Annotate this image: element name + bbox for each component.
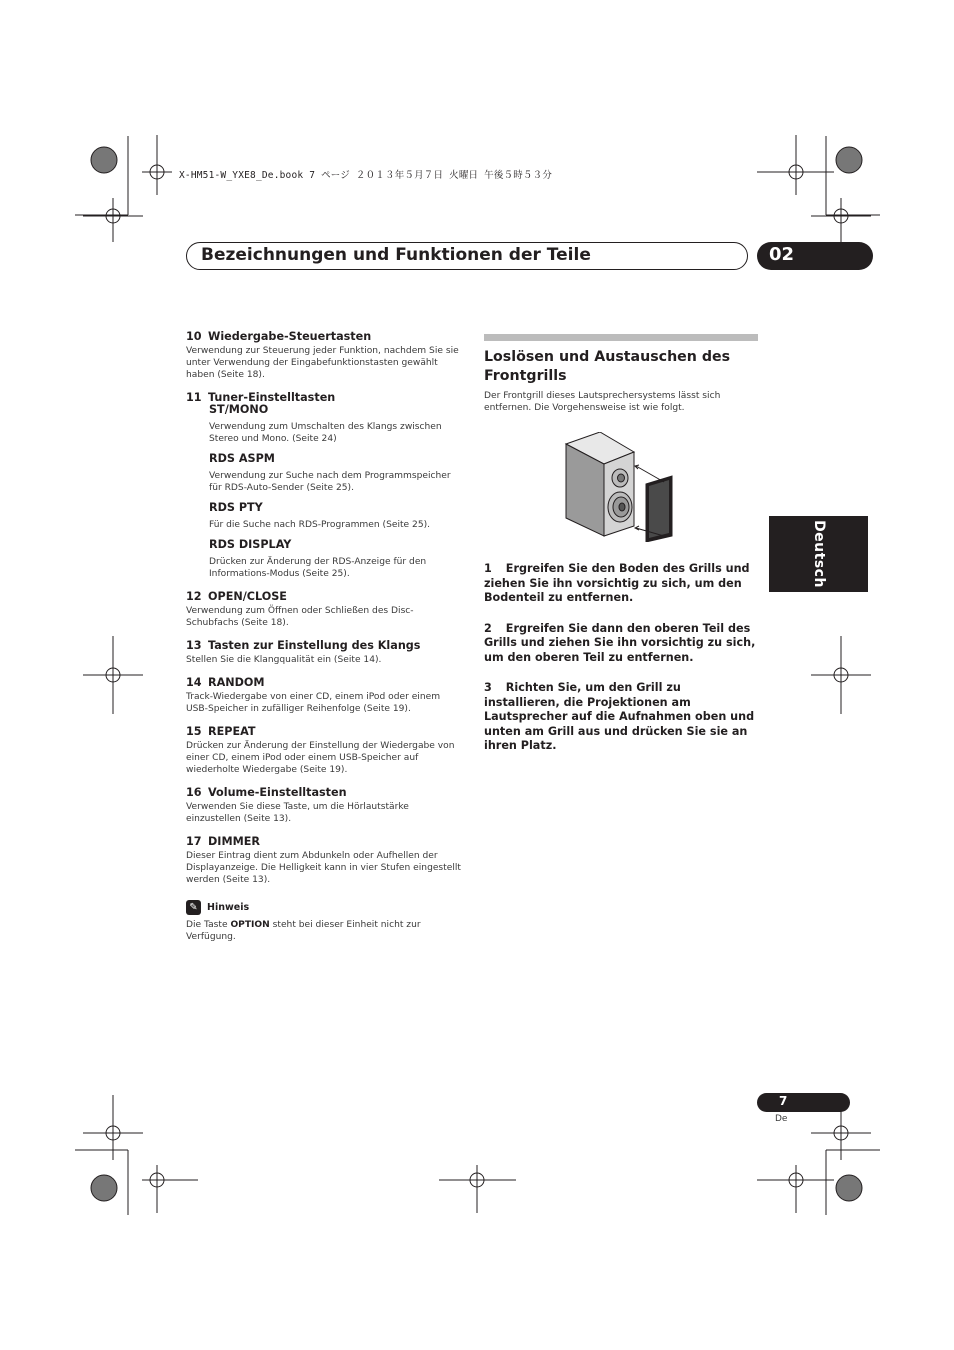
language-tab	[769, 516, 868, 592]
page-number-badge	[757, 1093, 850, 1112]
item-title: OPEN/CLOSE	[208, 590, 287, 603]
step-text: Ergreifen Sie dann den oberen Teil des Grills und ziehen Sie ihn vorsichtig zu sich, um den oberen Teil zu entfernen.	[484, 621, 756, 664]
sub-item	[209, 501, 464, 531]
step-number: 3	[484, 681, 492, 694]
list-item	[186, 835, 464, 886]
sub-item	[209, 452, 464, 494]
step-3	[484, 681, 758, 754]
right-column	[484, 334, 758, 754]
item-description: Verwendung zur Steuerung jeder Funktion, nachdem Sie sie unter Verwendung der Eingabefunktionstasten gewählt haben (Seite 18).	[186, 346, 459, 380]
sub-item-description: Verwendung zum Umschalten des Klangs zwischen Stereo und Mono. (Seite 24)	[209, 422, 442, 444]
sub-item-description: Drücken zur Änderung der RDS-Anzeige für den Informations-Modus (Seite 25).	[209, 557, 427, 579]
list-item	[186, 590, 464, 629]
chapter-number: 02	[769, 244, 795, 265]
language-tab-label: Deutsch	[810, 520, 827, 588]
left-column	[186, 330, 464, 943]
step-2	[484, 622, 758, 666]
item-title: DIMMER	[208, 835, 260, 848]
section-bar	[484, 334, 758, 341]
chapter-title-bar	[186, 242, 748, 270]
step-1	[484, 562, 758, 606]
item-number: 13	[186, 639, 202, 652]
list-item	[186, 639, 464, 666]
item-title: Volume-Einstelltasten	[208, 786, 347, 799]
item-number: 15	[186, 725, 202, 738]
page-number: 7	[779, 1094, 788, 1108]
item-number: 14	[186, 676, 202, 689]
chapter-number-badge	[757, 242, 873, 270]
note-text-bold: OPTION	[230, 920, 270, 930]
sub-item-title: RDS DISPLAY	[209, 538, 292, 551]
list-item	[186, 786, 464, 825]
sub-item-title: RDS PTY	[209, 501, 263, 514]
list-item	[186, 330, 464, 381]
speaker-grill-illustration	[564, 432, 676, 542]
step-text: Richten Sie, um den Grill zu installieren, die Projektionen am Lautsprecher auf die Aufnahmen oben und unten am Grill aus und drücken Sie sie an ihren Platz.	[484, 681, 755, 752]
item-title: RANDOM	[208, 676, 265, 689]
step-number: 1	[484, 562, 492, 575]
sub-item-description: Für die Suche nach RDS-Programmen (Seite 25).	[209, 520, 431, 530]
sub-item-title: RDS ASPM	[209, 452, 275, 465]
item-title: REPEAT	[208, 725, 256, 738]
item-number: 10	[186, 330, 202, 343]
list-item	[186, 725, 464, 776]
item-number: 16	[186, 786, 202, 799]
note-heading	[186, 900, 464, 915]
section-title: Loslösen und Austauschen des Frontgrills	[484, 349, 731, 384]
item-number: 17	[186, 835, 202, 848]
item-number: 11	[186, 391, 202, 404]
sub-item-description: Verwendung zur Suche nach dem Programmspeicher für RDS-Auto-Sender (Seite 25).	[209, 471, 451, 493]
note-body	[186, 919, 464, 943]
item-description: Verwendung zum Öffnen oder Schließen des Disc-Schubfachs (Seite 18).	[186, 606, 414, 628]
step-text: Ergreifen Sie den Boden des Grills und ziehen Sie ihn vorsichtig zu sich, um den Bodenteil zu entfernen.	[484, 562, 750, 604]
item-description: Track-Wiedergabe von einer CD, einem iPod oder einem USB-Speicher in zufälliger Reihenfolge (Seite 19).	[186, 692, 441, 714]
print-header: X-HM51-W_YXE8_De.book 7 ページ ２０１３年５月７日 火曜日 午後５時５３分	[179, 170, 553, 181]
list-item	[186, 676, 464, 715]
item-title: Wiedergabe-Steuertasten	[208, 330, 372, 343]
page-language-code: De	[775, 1114, 788, 1124]
sub-item	[209, 538, 464, 580]
item-title: Tuner-Einstelltasten	[208, 391, 336, 404]
note-heading-label: Hinweis	[207, 902, 250, 913]
sub-item-title: ST/MONO	[209, 403, 269, 416]
note-text: steht bei dieser Einheit nicht zur Verfügung.	[186, 920, 421, 942]
sub-item	[209, 403, 464, 445]
item-description: Stellen Sie die Klangqualität ein (Seite 14).	[186, 655, 382, 665]
item-description: Verwenden Sie diese Taste, um die Hörlautstärke einzustellen (Seite 13).	[186, 802, 409, 824]
section-intro: Der Frontgrill dieses Lautsprechersystems lässt sich entfernen. Die Vorgehensweise ist wie folgt.	[484, 391, 721, 413]
note-text: Die Taste	[186, 920, 231, 930]
pencil-icon: ✎	[186, 900, 201, 915]
item-title: Tasten zur Einstellung des Klangs	[208, 639, 421, 652]
step-number: 2	[484, 621, 492, 635]
page-title: Bezeichnungen und Funktionen der Teile	[201, 245, 591, 265]
item-number: 12	[186, 590, 202, 603]
item-description: Dieser Eintrag dient zum Abdunkeln oder Aufhellen der Displayanzeige. Die Helligkeit kann in vier Stufen eingestellt werden (Seite 13).	[186, 851, 461, 885]
item-description: Drücken zur Änderung der Einstellung der Wiedergabe von einer CD, einem iPod oder einem USB-Speicher auf wiederholte Wiedergabe (Seite 19).	[186, 741, 455, 775]
